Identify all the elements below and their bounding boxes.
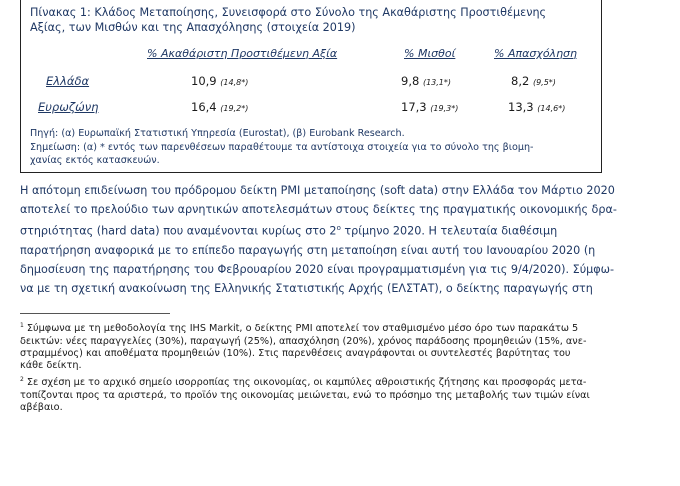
caption-line-2: Αξίας, των Μισθών και της Απασχόλησης (στοιχεία 2019) bbox=[30, 20, 356, 34]
table-cell: 13,3 (14,6*) bbox=[508, 100, 566, 114]
body-line: δημοσίευση της παρατήρησης του Φεβρουαρίου 2020 είναι προγραμματισμένη για τις 9/4/2020). Σύμφω- bbox=[20, 263, 615, 277]
body-line: αποτελεί το πρελούδιο των αρνητικών αποτελεσμάτων στους δείκτες της πραγματικής οικονομικής δρα- bbox=[20, 203, 617, 217]
table-cell: 9,8 (13,1*) bbox=[401, 74, 452, 88]
body-line: παρατήρηση αναφορικά με το επίπεδο παραγωγής στη μεταποίηση είναι αυτή του Ιανουαρίου 2020 (η bbox=[20, 244, 596, 258]
row-label-greece: Ελλάδα bbox=[46, 74, 90, 88]
footnote-1: $^1$ Σύμφωνα με τη μεθοδολογία της IHS Markit, ο δείκτης PMI αποτελεί τον σταθμισμένο μέσο όρο των παρακάτω 5 δεικτών: νέες παραγγελίες (30%), παραγωγή (25%), απασχόληση (20%), χρόνος παράδοσης προμηθειών (15%, ανε- στραμμένος) και αποθέματα προμηθειών (10%). Στις παρενθέσεις αναγράφονται οι συντελεστές βαρύτητας του κάθε δείκτη. bbox=[20, 322, 587, 372]
table-note-line-2: χανίας εκτός κατασκευών. bbox=[30, 155, 160, 166]
table-source: Πηγή: (α) Ευρωπαϊκή Στατιστική Υπηρεσία (Eurostat), (β) Eurobank Research. bbox=[30, 128, 405, 139]
table-cell: 17,3 (19,3*) bbox=[401, 100, 459, 114]
footnote-2: $^2$ Σε σχέση με το αρχικό σημείο ισορροπίας της οικονομίας, οι καμπύλες αθροιστικής ζήτησης και προσφοράς μετα- τοπίζονται προς τα αριστερά, το προϊόν της οικονομίας μειώνεται, ενώ το πρόσημο της μεταβολής των τιμών είναι αβέβαιο. bbox=[20, 375, 590, 413]
table-cell: 8,2 (9,5*) bbox=[511, 74, 556, 88]
body-paragraph bbox=[20, 181, 654, 298]
table-notes bbox=[30, 127, 595, 168]
table-cell: 16,4 (19,2*) bbox=[191, 100, 249, 114]
column-header-wages: % Μισθοί bbox=[404, 47, 456, 60]
caption-line-1: Πίνακας 1: Κλάδος Μεταποίησης, Συνεισφορά στο Σύνολο της Ακαθάριστης Προστιθέμενης bbox=[30, 6, 547, 19]
column-header-gva: % Ακαθάριστη Προστιθέμενη Αξία bbox=[147, 47, 338, 60]
row-label-eurozone: Ευρωζώνη bbox=[38, 100, 99, 114]
column-header-employment: % Απασχόληση bbox=[494, 47, 577, 60]
body-line: να με τη σχετική ανακοίνωση της Ελληνικής Στατιστικής Αρχής (ΕΛΣΤΑΤ), ο δείκτης παραγωγής στη bbox=[20, 282, 593, 296]
footnotes bbox=[20, 320, 660, 415]
table-caption bbox=[30, 6, 595, 35]
table-note-line-1: Σημείωση: (α) * εντός των παρενθέσεων παραθέτουμε τα αντίστοιχα στοιχεία για το σύνολο της βιομη- bbox=[30, 141, 534, 153]
body-line: Η απότομη επιδείνωση του πρόδρομου δείκτη PMI μεταποίησης (soft data) στην Ελλάδα τον Μάρτιο 2020 bbox=[20, 184, 615, 197]
table-cell: 10,9 (14,8*) bbox=[191, 74, 249, 88]
body-line: στηριότητας (hard data) που αναμένονται κυρίως στο $2^o$ τρίμηνο 2020. Η τελευταία διαθέσιμη bbox=[20, 224, 558, 238]
footnote-separator bbox=[20, 313, 170, 314]
